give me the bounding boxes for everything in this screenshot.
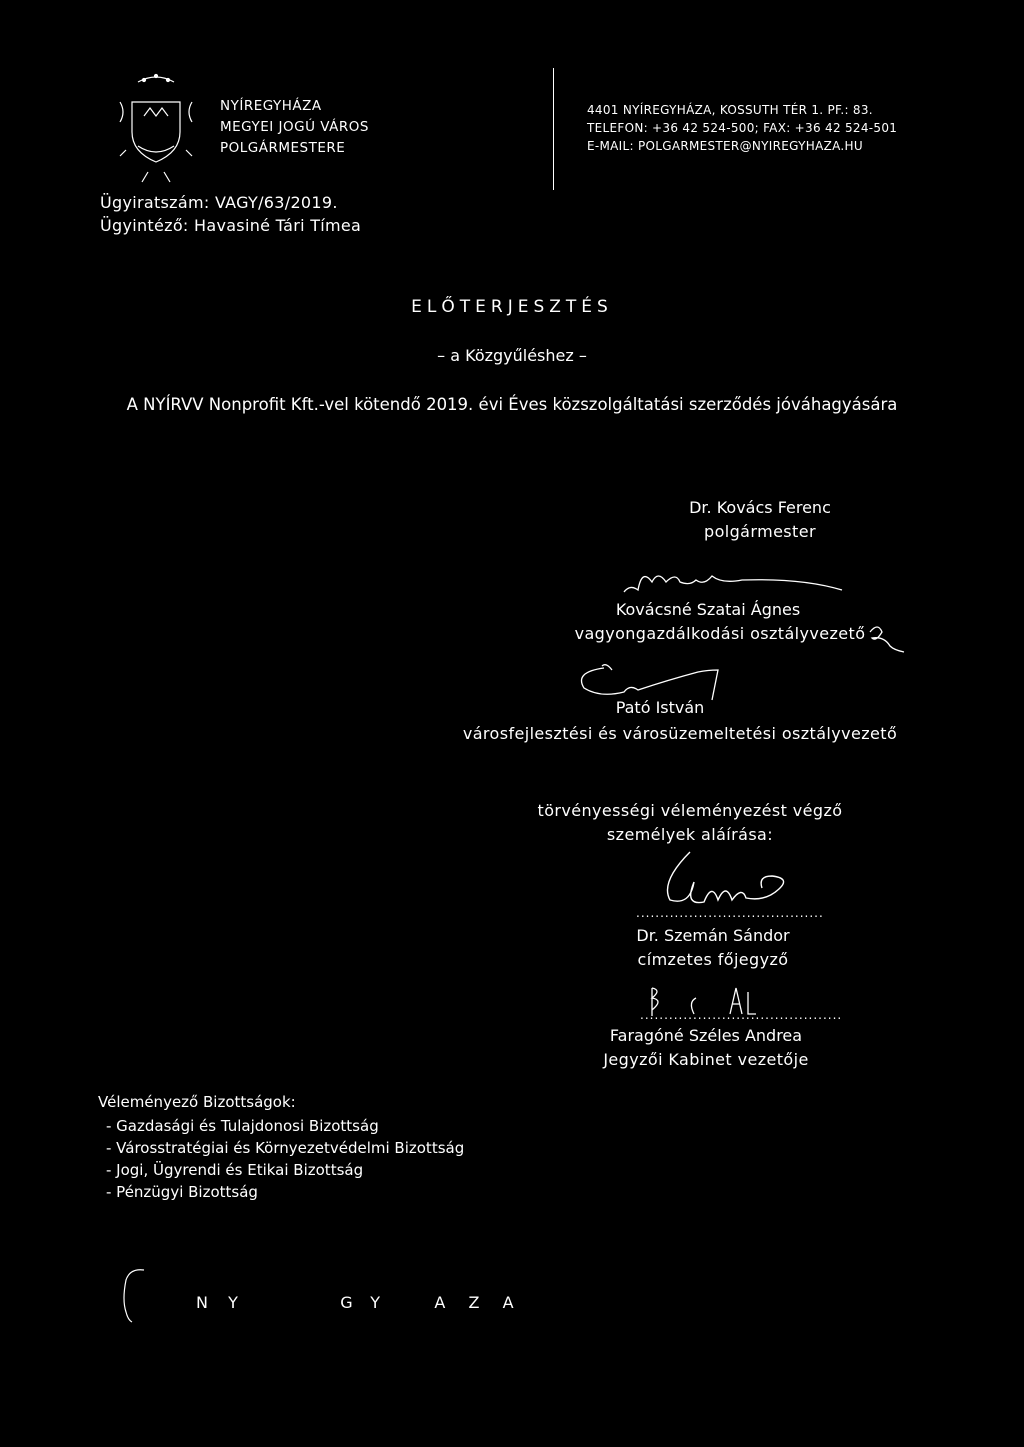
document-heading: A NYÍRVV Nonprofit Kft.-vel kötendő 2019. évi Éves közszolgáltatási szerződés jóváhagyására (126, 395, 898, 414)
asset-head-role-row (520, 622, 920, 646)
committee-item: - Városstratégiai és Környezetvédelmi Bizottság (106, 1139, 465, 1157)
contact-email: E-MAIL: POLGARMESTER@NYIREGYHAZA.HU (587, 139, 863, 153)
footer-city-name (196, 1293, 517, 1312)
reference-block (100, 191, 361, 237)
asset-head-block (508, 598, 908, 622)
mayor-role: polgármester (704, 522, 816, 541)
issuer-line: MEGYEI JOGÚ VÁROS (220, 119, 369, 135)
footer-letter: A (434, 1293, 449, 1312)
urban-head-name: Pató István (615, 698, 705, 717)
urban-head-role: városfejlesztési és városüzemeltetési osztályvezető (462, 724, 898, 743)
footer-letter: Y (370, 1293, 384, 1312)
committees-label: Véleményező Bizottságok: (98, 1093, 296, 1111)
chief-notary-name: Dr. Szemán Sándor (636, 926, 790, 945)
legality-note-line: személyek aláírása: (606, 825, 774, 844)
contact-phone: TELEFON: +36 42 524-500; FAX: +36 42 524-501 (587, 121, 898, 135)
committees-block (98, 1091, 464, 1203)
asset-head-role: vagyongazdálkodási osztályvezető (574, 624, 866, 643)
case-number: Ügyiratszám: VAGY/63/2019. (100, 193, 338, 212)
chief-notary-block (568, 924, 858, 972)
signature-chief-notary (640, 850, 820, 912)
committee-item: - Gazdasági és Tulajdonosi Bizottság (106, 1117, 379, 1135)
urban-head-role-row (380, 722, 980, 746)
city-crest-icon (108, 72, 204, 190)
signature-line-dots: .......................................... (640, 1008, 843, 1022)
footer-letter: N (196, 1293, 211, 1312)
mayor-name: Dr. Kovács Ferenc (689, 498, 831, 517)
mayor-block (560, 496, 960, 544)
committee-item: - Pénzügyi Bizottság (106, 1183, 258, 1201)
asset-head-name: Kovácsné Szatai Ágnes (615, 600, 801, 619)
issuer-block (220, 96, 369, 159)
urban-head-block (510, 696, 810, 720)
case-officer: Ügyintéző: Havasiné Tári Tímea (100, 216, 362, 235)
cabinet-head-block (556, 1024, 856, 1072)
committee-item: - Jogi, Ügyrendi és Etikai Bizottság (106, 1161, 364, 1179)
cabinet-head-role: Jegyzői Kabinet vezetője (603, 1050, 809, 1069)
document-title: ELŐTERJESZTÉS (411, 297, 613, 317)
footer-bracket-icon (118, 1268, 148, 1324)
chief-notary-role: címzetes főjegyző (637, 950, 789, 969)
signature-line-dots: ....................................... (636, 906, 824, 920)
issuer-line: NYÍREGYHÁZA (220, 98, 322, 114)
legality-note (420, 799, 960, 847)
footer-letter: A (502, 1293, 517, 1312)
legality-note-line: törvényességi véleményezést végző (537, 801, 843, 820)
initial-mark (866, 620, 906, 654)
footer-letter: G (340, 1293, 356, 1312)
footer-letter: Z (468, 1293, 483, 1312)
contact-address: 4401 NYÍREGYHÁZA, KOSSUTH TÉR 1. PF.: 83. (587, 103, 873, 117)
footer-letter: Y (228, 1293, 241, 1312)
cabinet-head-name: Faragóné Széles Andrea (609, 1026, 803, 1045)
issuer-line: POLGÁRMESTERE (220, 140, 346, 156)
signature-asset-head (618, 560, 848, 600)
document-subtitle: – a Közgyűléshez – (437, 346, 587, 365)
header-divider (553, 68, 554, 190)
contact-block (587, 101, 897, 155)
